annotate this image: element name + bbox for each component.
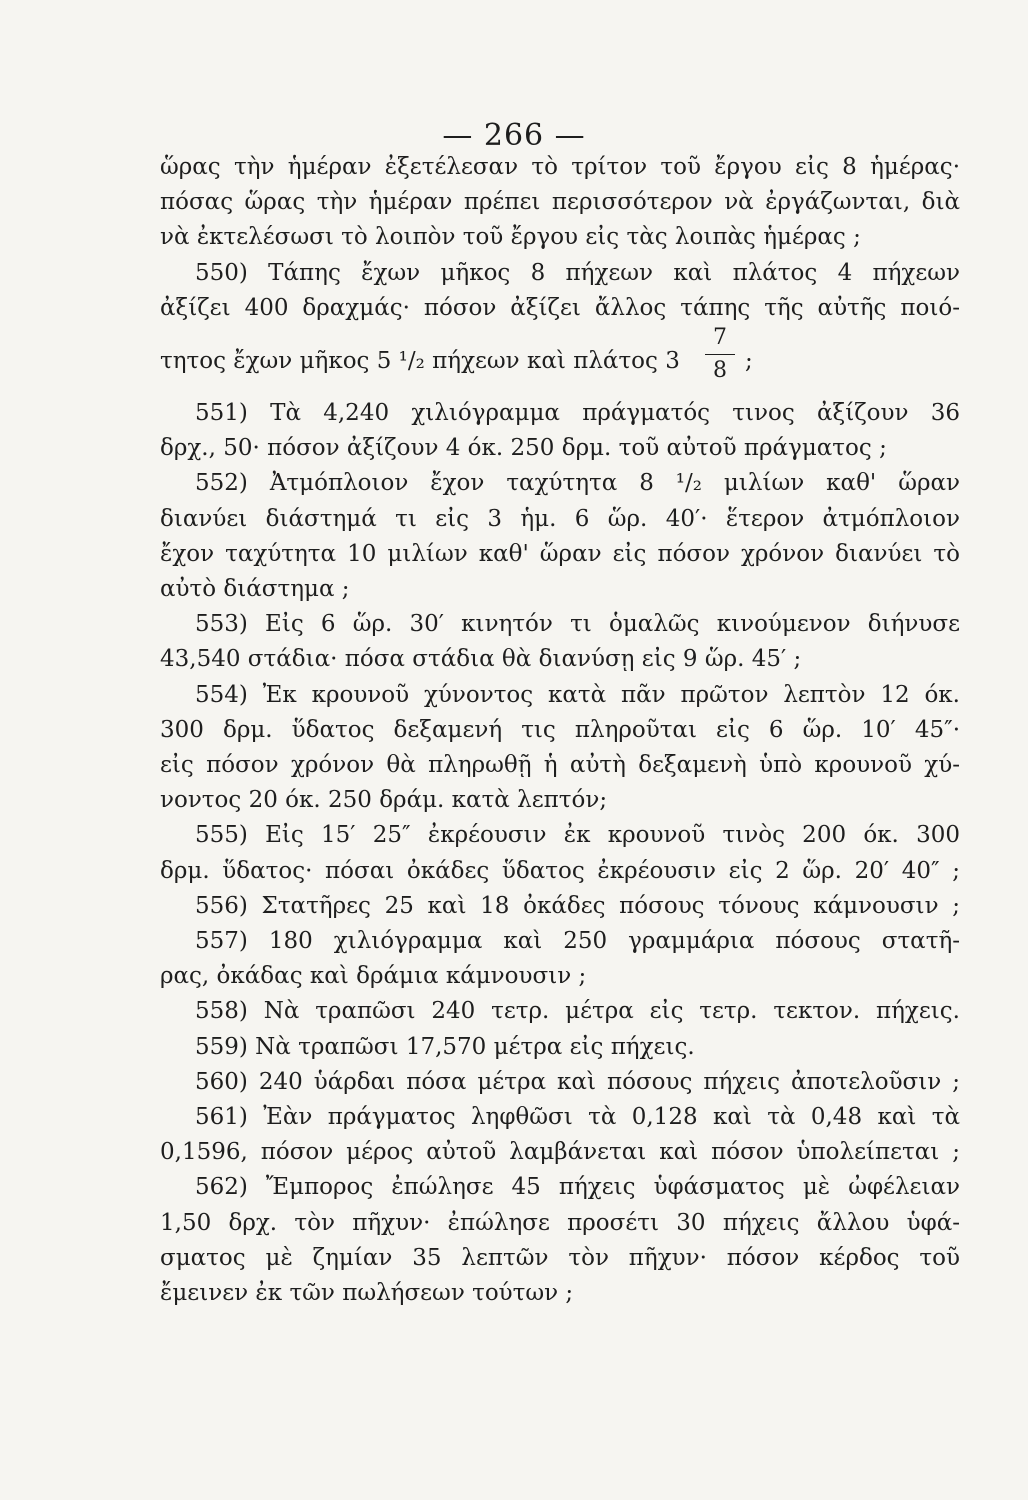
- text-line: ρας, ὀκάδας καὶ δράμια κάμνουσιν ;: [160, 963, 587, 990]
- problem-558-line: 558) Νὰ τραπῶσι 240 τετρ. μέτρα εἰς τετρ. τεκτον. πήχεις.: [195, 998, 960, 1025]
- text-line: αὐτὸ διάστημα ;: [160, 576, 350, 603]
- text-line: ὥρας τὴν ἡμέραν ἐξετέλεσαν τὸ τρίτον τοῦ ἔργου εἰς 8 ἡμέρας·: [160, 154, 960, 180]
- fraction: [705, 326, 735, 383]
- problem-554-line: 554) Ἐκ κρουνοῦ χύνοντος κατὰ πᾶν πρῶτον λεπτὸν 12 όκ.: [195, 681, 960, 708]
- text-line: 43,540 στάδια· πόσα στάδια θὰ διανύσῃ εἰς 9 ὥρ. 45′ ;: [160, 646, 802, 673]
- problem-560-line: 560) 240 ὑάρδαι πόσα μέτρα καὶ πόσους πήχεις ἀποτελοῦσιν ;: [195, 1068, 960, 1095]
- fraction-bar: [705, 354, 735, 355]
- problem-559-line: 559) Νὰ τραπῶσι 17,570 μέτρα εἰς πήχεις.: [195, 1033, 695, 1060]
- problem-561-line: 561) Ἐὰν πράγματος ληφθῶσι τὰ 0,128 καὶ τὰ 0,48 καὶ τὰ: [195, 1104, 960, 1131]
- text-line: πόσας ὥρας τὴν ἡμέραν πρέπει περισσότερον νὰ ἐργάζωνται, διὰ: [160, 189, 960, 216]
- text-line: νὰ ἐκτελέσωσι τὸ λοιπὸν τοῦ ἔργου εἰς τὰς λοιπὰς ἡμέρας ;: [160, 224, 861, 251]
- fraction-denominator: 8: [713, 358, 727, 384]
- text-line: ἔχον ταχύτητα 10 μιλίων καθ' ὥραν εἰς πόσον χρόνον διανύει τὸ: [160, 540, 960, 567]
- text-line: δρμ. ὕδατος· πόσαι ὀκάδες ὕδατος ἐκρέουσιν εἰς 2 ὥρ. 20′ 40″ ;: [160, 857, 960, 884]
- page-text: [160, 150, 960, 1311]
- text-line: σματος μὲ ζημίαν 35 λεπτῶν τὸν πῆχυν· πόσον κέρδος τοῦ: [160, 1244, 960, 1271]
- page-number: — 266 —: [442, 118, 586, 153]
- problem-556-line: 556) Στατῆρες 25 καὶ 18 ὀκάδες πόσους τόνους κάμνουσιν ;: [195, 892, 960, 919]
- problem-562-line: 562) Ἔμπορος ἐπώλησε 45 πήχεις ὑφάσματος μὲ ὠφέλειαν: [195, 1174, 960, 1201]
- text-line: 1,50 δρχ. τὸν πῆχυν· ἐπώλησε προσέτι 30 πήχεις ἄλλου ὑφά-: [160, 1209, 960, 1236]
- text-line: εἰς πόσον χρόνον θὰ πληρωθῇ ἡ αὐτὴ δεξαμενὴ ὑπὸ κρουνοῦ χύ-: [160, 752, 960, 779]
- text-line: 300 δρμ. ὕδατος δεξαμενή τις πληροῦται εἰς 6 ὥρ. 10′ 45″·: [160, 716, 960, 743]
- question-mark: ;: [745, 348, 753, 375]
- text-line: ἔμεινεν ἐκ τῶν πωλήσεων τούτων ;: [160, 1280, 574, 1307]
- text-line: 0,1596, πόσον μέρος αὐτοῦ λαμβάνεται καὶ πόσον ὑπολείπεται ;: [160, 1139, 960, 1166]
- problem-553-line: 553) Εἰς 6 ὥρ. 30′ κινητόν τι ὁμαλῶς κινούμενον διήνυσε: [195, 611, 960, 638]
- fraction-numerator: 7: [713, 325, 727, 351]
- text-line: νοντος 20 όκ. 250 δράμ. κατὰ λεπτόν;: [160, 787, 608, 814]
- text-line: ἀξίζει 400 δραχμάς· πόσον ἀξίζει ἄλλος τάπης τῆς αὐτῆς ποιό-: [160, 294, 960, 321]
- problem-555-line: 555) Εἰς 15′ 25″ ἐκρέουσιν ἐκ κρουνοῦ τινὸς 200 όκ. 300: [195, 822, 960, 849]
- fraction-line: [160, 326, 960, 396]
- problem-552-line: 552) Ἀτμόπλοιον ἔχον ταχύτητα 8 ¹/₂ μιλίων καθ' ὥραν: [195, 470, 960, 497]
- text-line: τητος ἔχων μῆκος 5 ¹/₂ πήχεων καὶ πλάτος 3: [160, 348, 680, 375]
- problem-557-line: 557) 180 χιλιόγραμμα καὶ 250 γραμμάρια πόσους στατῆ-: [195, 928, 960, 955]
- problem-551-line: 551) Τὰ 4,240 χιλιόγραμμα πράγματός τινος ἀξίζουν 36: [195, 400, 960, 427]
- problem-550-line: 550) Τάπης ἔχων μῆκος 8 πήχεων καὶ πλάτος 4 πήχεων: [195, 259, 960, 286]
- text-line: δρχ., 50· πόσον ἀξίζουν 4 όκ. 250 δρμ. τοῦ αὐτοῦ πράγματος ;: [160, 435, 887, 462]
- text-line: διανύει διάστημά τι εἰς 3 ἡμ. 6 ὥρ. 40′· ἕτερον ἀτμόπλοιον: [160, 505, 960, 532]
